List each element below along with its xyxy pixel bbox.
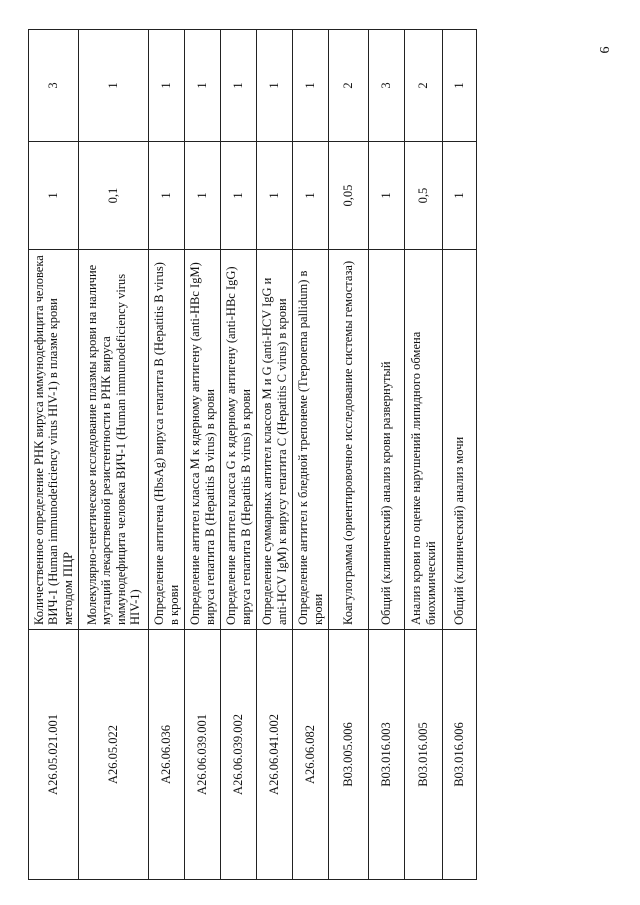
frequency-value: 1	[369, 142, 405, 250]
frequency-value: 1	[293, 142, 329, 250]
services-table	[28, 29, 477, 880]
table-row	[369, 30, 405, 880]
service-description: Общий (клинический) анализ мочи	[443, 250, 477, 630]
service-code: A26.05.021.001	[29, 630, 79, 880]
service-description: Общий (клинический) анализ крови развернутый	[369, 250, 405, 630]
table-row	[29, 30, 79, 880]
service-description: Определение антител класса M к ядерному антигену (anti-HBc IgM) вируса гепатита B (Hepatitis B virus) в крови	[185, 250, 221, 630]
multiplicity-value: 1	[149, 30, 185, 142]
rotated-table-container	[28, 30, 476, 880]
service-description: Количественное определение РНК вируса иммунодефицита человека ВИЧ-1 (Human immunodeficiency virus HIV-1) в плазме крови методом ПЦР	[29, 250, 79, 630]
multiplicity-value: 3	[29, 30, 79, 142]
frequency-value: 1	[257, 142, 293, 250]
service-code: A26.05.022	[79, 630, 149, 880]
multiplicity-value: 1	[293, 30, 329, 142]
service-code: B03.005.006	[329, 630, 369, 880]
table-row	[293, 30, 329, 880]
table-row	[257, 30, 293, 880]
frequency-value: 1	[443, 142, 477, 250]
table-row	[443, 30, 477, 880]
multiplicity-value: 1	[185, 30, 221, 142]
multiplicity-value: 1	[79, 30, 149, 142]
service-code: B03.016.005	[405, 630, 443, 880]
multiplicity-value: 2	[405, 30, 443, 142]
service-description: Коагулограмма (ориентировочное исследование системы гемостаза)	[329, 250, 369, 630]
service-description: Определение суммарных антител классов M и G (anti-HCV IgG и anti-HCV IgM) к вирусу гепатита C (Hepatitis C virus) в крови	[257, 250, 293, 630]
service-code: A26.06.039.002	[221, 630, 257, 880]
table-row	[79, 30, 149, 880]
service-description: Анализ крови по оценке нарушений липидного обмена биохимический	[405, 250, 443, 630]
service-code: A26.06.041.002	[257, 630, 293, 880]
page-number: 6	[598, 46, 613, 54]
service-description: Определение антител к бледной трепонеме (Treponema pallidum) в крови	[293, 250, 329, 630]
table-row	[185, 30, 221, 880]
service-code: A26.06.082	[293, 630, 329, 880]
service-code: A26.06.036	[149, 630, 185, 880]
frequency-value: 0,1	[79, 142, 149, 250]
frequency-value: 1	[185, 142, 221, 250]
service-description: Молекулярно-генетическое исследование плазмы крови на наличие мутаций лекарственной резистентности в РНК вируса иммунодефицита человека ВИЧ-1 (Human immunodeficiency virus HIV-1)	[79, 250, 149, 630]
frequency-value: 0,5	[405, 142, 443, 250]
table-row	[329, 30, 369, 880]
table-row	[149, 30, 185, 880]
multiplicity-value: 1	[257, 30, 293, 142]
service-description: Определение антител класса G к ядерному антигену (anti-HBc IgG) вируса гепатита B (Hepatitis B virus) в крови	[221, 250, 257, 630]
table-row	[405, 30, 443, 880]
frequency-value: 1	[29, 142, 79, 250]
multiplicity-value: 1	[221, 30, 257, 142]
frequency-value: 1	[221, 142, 257, 250]
frequency-value: 1	[149, 142, 185, 250]
service-description: Определение антигена (HbsAg) вируса гепатита B (Hepatitis B virus) в крови	[149, 250, 185, 630]
service-code: B03.016.006	[443, 630, 477, 880]
table-row	[221, 30, 257, 880]
multiplicity-value: 1	[443, 30, 477, 142]
multiplicity-value: 2	[329, 30, 369, 142]
frequency-value: 0,05	[329, 142, 369, 250]
service-code: A26.06.039.001	[185, 630, 221, 880]
multiplicity-value: 3	[369, 30, 405, 142]
service-code: B03.016.003	[369, 630, 405, 880]
